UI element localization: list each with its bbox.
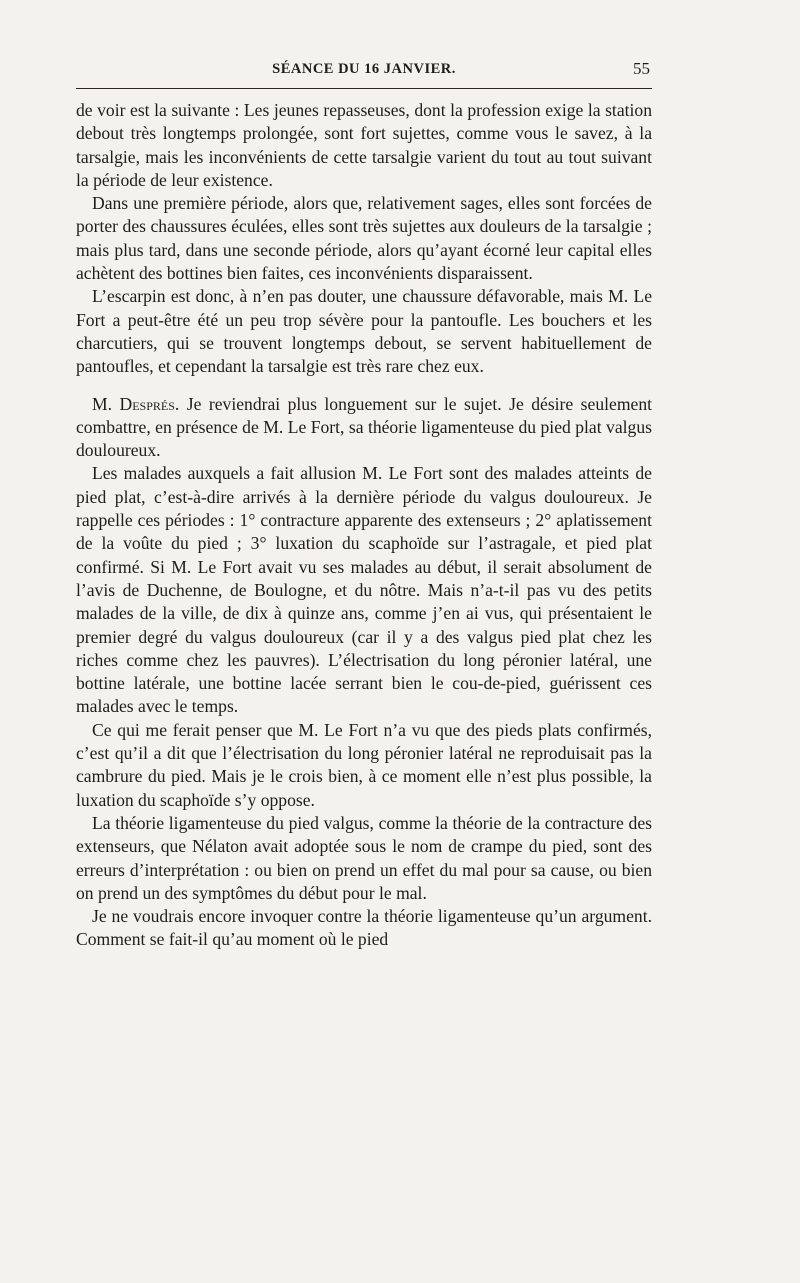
paragraph-7: La théorie ligamenteuse du pied valgus, comme la théorie de la contracture des extenseurs, que Nélaton avait adoptée sous le nom de crampe du pied, sont des erreurs d’interprétation : ou bien on prend un effet du mal pour sa cause, ou bien on prend un des symptômes du début pour le mal. <box>76 812 652 903</box>
page-number: 55 <box>633 59 650 78</box>
running-title: SÉANCE DU 16 JANVIER. <box>272 61 456 77</box>
header-rule <box>76 88 652 89</box>
paragraph-4 <box>76 393 652 463</box>
paragraph-3: L’escarpin est donc, à n’en pas douter, une chaussure défavorable, mais M. Le Fort a peut-être été un peu trop sévère pour la pantoufle. Les bouchers et les charcutiers, qui se trouvent longtemps debout, se servent habituellement de pantoufles, et cependant la tarsalgie est très rare chez eux. <box>76 286 652 377</box>
paragraph-4-text: Je reviendrai plus longuement sur le sujet. Je désire seulement combattre, en présence de M. Le Fort, sa théorie ligamenteuse du pied plat valgus douloureux. <box>76 393 652 461</box>
body-text <box>76 99 652 952</box>
paragraph-8: Je ne voudrais encore invoquer contre la théorie ligamenteuse qu’un argument. Comment se fait-il qu’au moment où le pied <box>76 906 652 950</box>
speaker-name: M. Després. <box>92 393 180 414</box>
paragraph-1: de voir est la suivante : Les jeunes repasseuses, dont la profession exige la station debout très longtemps prolongée, sont fort sujettes, comme vous le savez, à la tarsalgie, mais les inconvénients de cette tarsalgie varient du tout au tout suivant la période de leur existence. <box>76 100 652 190</box>
running-head <box>76 59 652 83</box>
paragraph-5: Les malades auxquels a fait allusion M. Le Fort sont des malades atteints de pied plat, c’est-à-dire arrivés à la dernière période du valgus douloureux. Je rappelle ces périodes : 1° contracture apparente des extenseurs ; 2° aplatissement de la voûte du pied ; 3° luxation du scaphoïde sur l’astragale, et pied plat confirmé. Si M. Le Fort avait vu ses malades au début, il serait absolument de l’avis de Duchenne, de Boulogne, et du nôtre. Mais n’a-t-il pas vu des petits malades de la ville, de dix à quinze ans, comme j’en ai vus, qui présentaient le premier degré du valgus douloureux (car il y a des valgus pied plat chez les riches comme chez les pauvres). L’électrisation du long péronier latéral, une bottine latérale, une bottine lacée serrant bien le cou-de-pied, guérissent ces malades avec le temps. <box>76 463 652 717</box>
paragraph-2: Dans une première période, alors que, relativement sages, elles sont forcées de porter des chaussures éculées, elles sont très sujettes aux douleurs de la tarsalgie ; mais plus tard, dans une seconde période, alors qu’ayant écorné leur capital elles achètent des bottines bien faites, ces inconvénients disparaissent. <box>76 193 652 284</box>
paragraph-6: Ce qui me ferait penser que M. Le Fort n’a vu que des pieds plats confirmés, c’est qu’il a dit que l’électrisation du long péronier latéral ne reproduisait pas la cambrure du pied. Mais je le crois bien, à ce moment elle n’est plus possible, la luxation du scaphoïde s’y oppose. <box>76 719 652 810</box>
